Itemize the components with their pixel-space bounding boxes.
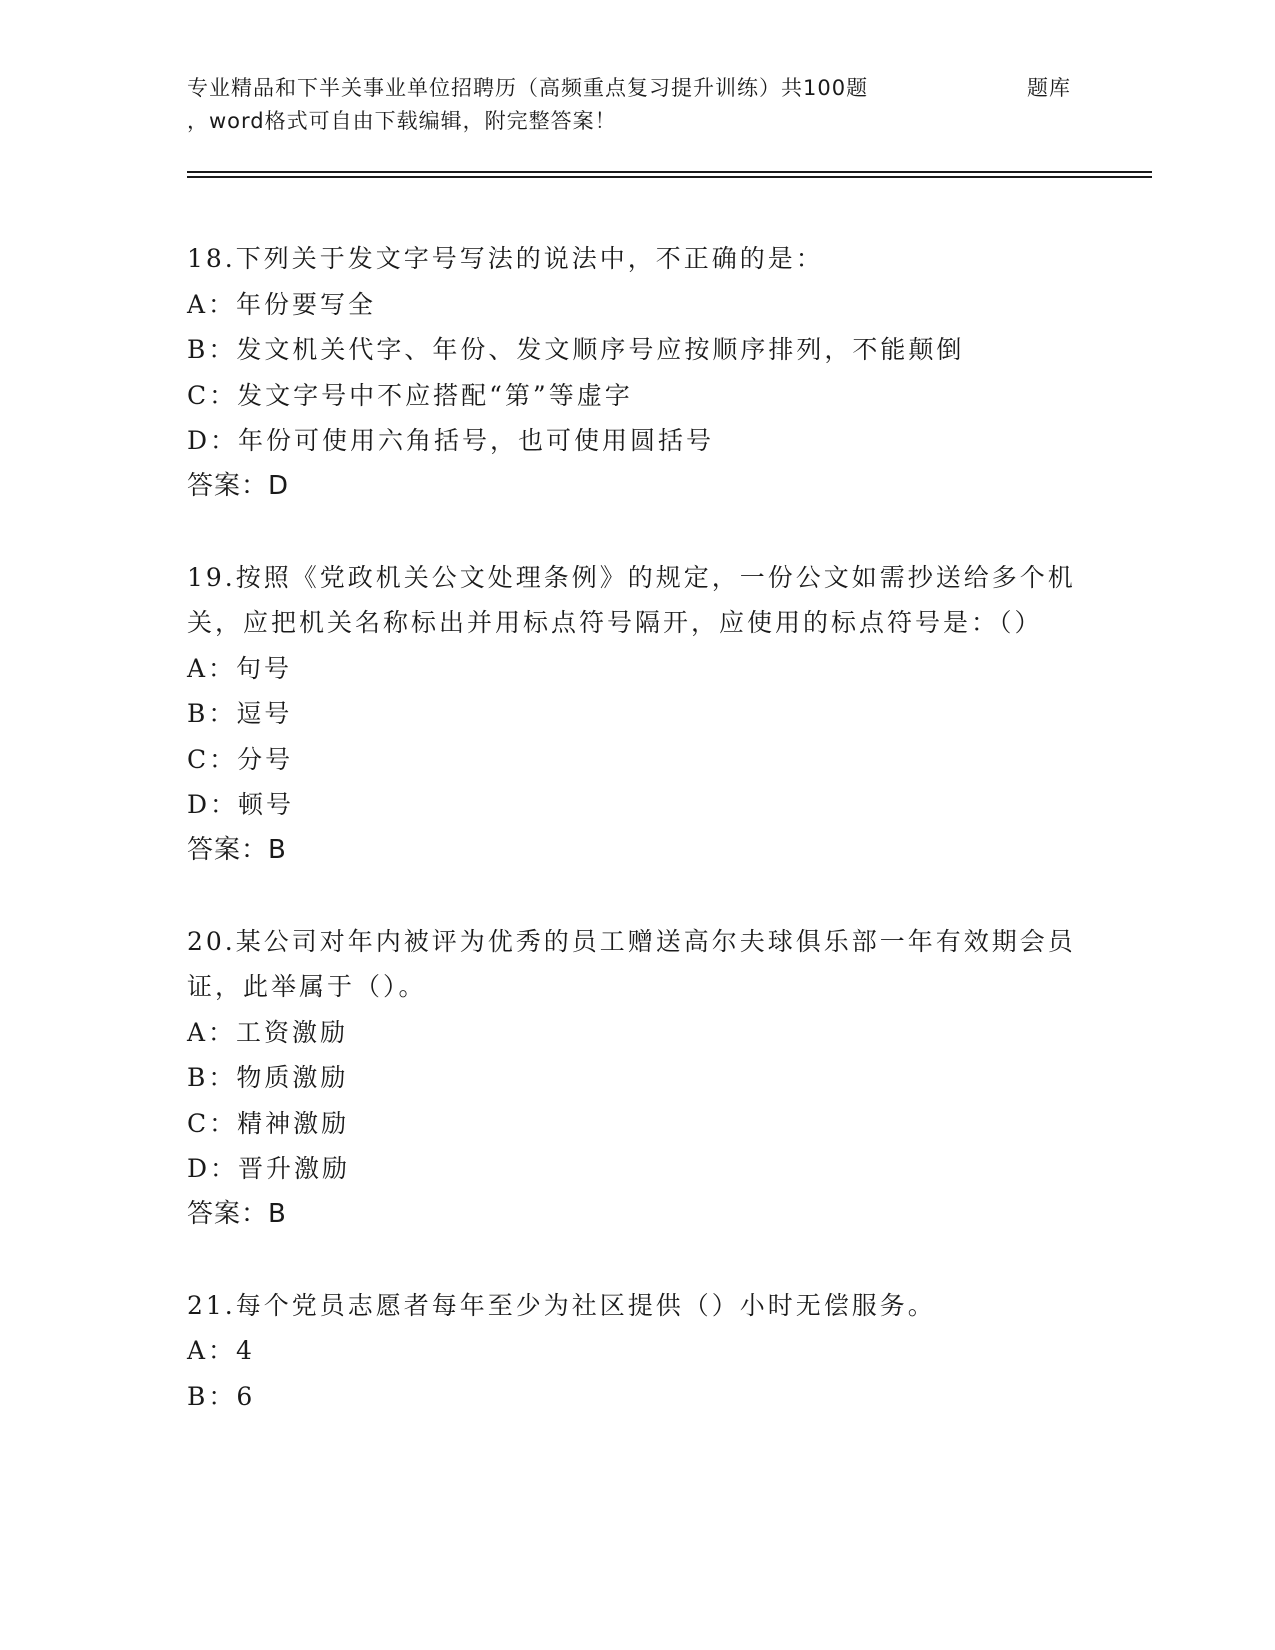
document-header — [187, 72, 1087, 138]
question-18 — [187, 236, 1087, 509]
question-21 — [187, 1283, 1087, 1420]
answer: 答案：B — [187, 834, 287, 865]
option-a: A：工资激励 — [187, 1017, 349, 1047]
header-line-1 — [187, 72, 1087, 105]
question-list — [187, 236, 1087, 1465]
option-a: A：句号 — [187, 653, 293, 683]
answer: 答案：D — [187, 470, 290, 501]
option-a: A：年份要写全 — [187, 289, 377, 319]
question-19 — [187, 555, 1087, 874]
option-c: C：分号 — [187, 744, 294, 774]
header-rule-top — [187, 171, 1152, 173]
question-20 — [187, 919, 1087, 1238]
question-stem: 18.下列关于发文字号写法的说法中，不正确的是： — [187, 244, 824, 273]
option-c: C：发文字号中不应搭配“第”等虚字 — [187, 380, 633, 410]
option-d: D：晋升激励 — [187, 1154, 351, 1183]
option-b: B：物质激励 — [187, 1063, 349, 1092]
question-stem: 21.每个党员志愿者每年至少为社区提供（）小时无偿服务。 — [187, 1290, 936, 1320]
option-b: B：发文机关代字、年份、发文顺序号应按顺序排列，不能颠倒 — [187, 335, 965, 364]
header-title: 专业精品和下半关事业单位招聘历（高频重点复习提升训练）共100题 — [187, 76, 869, 100]
option-b: B：6 — [187, 1381, 256, 1411]
option-d: D：顿号 — [187, 790, 295, 819]
header-line-2: ，word格式可自由下载编辑，附完整答案！ — [187, 109, 617, 133]
question-stem: 20.某公司对年内被评为优秀的员工赠送高尔夫球俱乐部一年有效期会员证，此举属于（）。 — [187, 926, 1076, 1001]
header-tag: 题库 — [1027, 76, 1071, 100]
answer: 答案：B — [187, 1198, 287, 1229]
header-rule-bottom — [187, 176, 1152, 178]
option-c: C：精神激励 — [187, 1108, 350, 1138]
option-a: A：4 — [187, 1336, 255, 1365]
question-stem: 19.按照《党政机关公文处理条例》的规定，一份公文如需抄送给多个机关，应把机关名称标出并用标点符号隔开，应使用的标点符号是：（） — [187, 562, 1076, 637]
option-d: D：年份可使用六角括号，也可使用圆括号 — [187, 426, 715, 455]
option-b: B：逗号 — [187, 699, 293, 728]
